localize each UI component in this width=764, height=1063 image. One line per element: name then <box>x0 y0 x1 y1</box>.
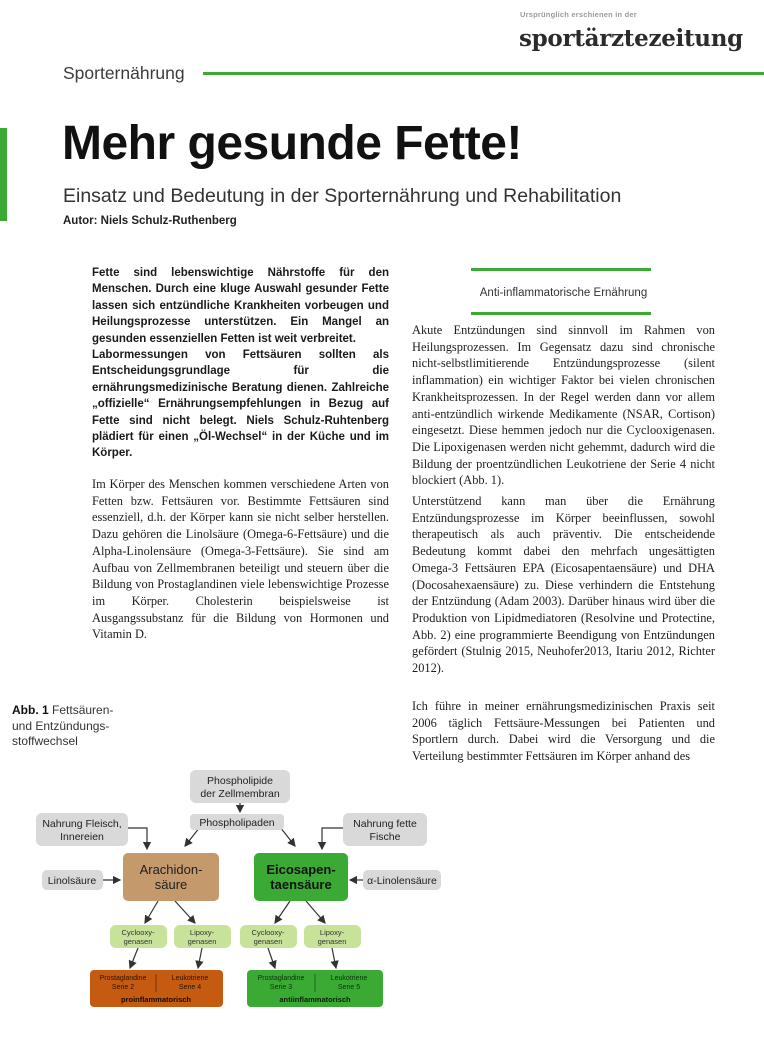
node-label: genasen <box>317 937 347 946</box>
node-label: Fische <box>369 831 401 843</box>
node-label: taensäure <box>270 877 332 892</box>
body-paragraph: Ich führe in meiner ernährungsmedizinischen Praxis seit 2006 täglich Fettsäure-Messungen bei Patienten und Sportlern durch. Dabei wird die Versorgung und die Verteilung bestimmter Fettsäuren im Körper anhand des <box>412 699 715 764</box>
article-title: Mehr gesunde Fette! <box>62 117 522 170</box>
alpha-linolensaeure-node <box>363 870 441 890</box>
linolsaeure-node <box>42 870 103 890</box>
node-label: Phospholipaden <box>199 817 275 829</box>
node-label: genasen <box>253 937 283 946</box>
node-label: Arachidon- <box>139 862 203 877</box>
section-label: Sporternährung <box>63 63 185 83</box>
node-label: Serie 5 <box>337 984 361 991</box>
node-label: Linolsäure <box>47 875 97 887</box>
body-paragraph: Im Körper des Menschen kommen verschiedene Arten von Fetten bzw. Fettsäuren vor. Bestimmte Fettsäuren sind essenziell, d.h. der Körper kann sie nicht selber herstellen. Dazu gehören die Linolsäure (Omega-6-Fettsäure) und die Alpha-Linolensäure (Omega-3-Fettsäure). Sie sind am Aufbau von Zellmembranen beteiligt und steuern über die Bildung von Prostaglandinen viele lebenswichtige Prozesse im Körper. Cholesterin beispielsweise ist Ausgangssubstanz für die Bildung von Hormonen und Vitamin D. <box>92 477 389 642</box>
node-label: genasen <box>123 937 153 946</box>
node-label: Lipoxy- <box>189 928 215 937</box>
node-label: säure <box>154 877 188 892</box>
arachidonsaeure-node <box>123 853 219 901</box>
node-label: α-Linolensäure <box>367 875 437 887</box>
figure-caption-text: Fettsäuren- und Entzündungs-stoffwechsel <box>12 703 114 748</box>
node-label: Nahrung fette <box>353 818 417 830</box>
antiinflammatorisch-node <box>247 970 383 1007</box>
phospholipaden-node <box>190 814 284 830</box>
proinflammatorisch-node <box>90 970 223 1007</box>
figure-caption <box>12 703 122 750</box>
lipoxygenasen-left-node <box>174 925 231 948</box>
lipoxygenasen-right-node <box>304 925 361 948</box>
fatty-acid-diagram <box>0 760 500 1060</box>
figure-caption-label: Abb. 1 <box>12 703 49 717</box>
node-label: Prostaglandine <box>257 975 305 982</box>
box-rule-top <box>471 268 651 271</box>
node-label: Eicosapen- <box>266 862 336 877</box>
node-label: Leukotriene <box>330 975 368 982</box>
node-label: Serie 2 <box>111 984 135 991</box>
node-label: Nahrung Fleisch, <box>42 818 122 830</box>
node-label: Leukotriene <box>171 975 209 982</box>
eicosapentaensaeure-node <box>254 853 348 901</box>
body-paragraph: Akute Entzündungen sind sinnvoll im Rahmen von Heilungsprozessen. Im Gegensatz dazu sind chronische nicht-selbstlimitierende Entzündungsprozesse (silent inflammation) ein wichtiger Faktor bei vielen chronischen Krankheitsprozessen. In der Regel werden dann vor allem anti-entzündlich wirkende Medikamente (NSAR, Cortison) eingesetzt. Diese hemmen jedoch nur die Cyclooxigenasen. Die Lipoxigenasen werden nicht gehemmt, dadurch wird die Bildung der proentzündlichen Leukotriene der Serie 4 nicht blockiert (Abb. 1). <box>412 323 715 488</box>
article-lead <box>92 265 389 462</box>
publication-kicker: Ursprünglich erschienen in der <box>520 10 637 19</box>
box-heading: Anti-inflammatorische Ernährung <box>479 287 648 299</box>
lead-paragraph: Labormessungen von Fettsäuren sollten als Entscheidungsgrundlage für die ernährungsmedizinische Beratung dienen. Zahlreiche „offizielle“ Ernährungsempfehlungen in Bezug auf Fette sind nicht belegt. Niels Schulz-Ruhtenberg plädiert für einen „Öl-Wechsel“ in der Küche und im Körper. <box>92 349 389 460</box>
node-label: Phospholipide <box>207 775 273 787</box>
article-subtitle: Einsatz und Bedeutung in der Sporternährung und Rehabilitation <box>63 185 622 207</box>
nahrung-fisch-node <box>343 813 427 846</box>
lead-paragraph: Fette sind lebenswichtige Nährstoffe für den Menschen. Durch eine kluge Auswahl gesunder Fette lassen sich entzündliche Krankheiten vorbeugen und Heilungsprozesse unterstützen. Ein Mangel an gesunden essenziellen Fetten ist weit verbreitet. <box>92 267 389 345</box>
node-label: Cyclooxy- <box>251 928 285 937</box>
side-accent-bar <box>0 128 7 221</box>
body-paragraph: Unterstützend kann man über die Ernährung Entzündungsprozesse im Körper beeinflussen, sowohl therapeutisch als auch präventiv. Die entscheidende Bedeutung kommt dabei den mehrfach ungesättigten Omega-3 Fettsäuren EPA (Eicosapentaensäure) und DHA (Docosahexaensäure) zu. Diese verhindern die Entstehung der Entzündung (Adam 2003). Darüber hinaus wird über die Produktion von Lipidmediatoren (Resolvine und Protectine, Abb. 2) eine programmierte Beendigung von Entzündungen gefördert (Stulnig 2015, Neuhofer2013, Itariu 2012, Richter 2012). <box>412 494 715 676</box>
node-label: der Zellmembran <box>200 788 280 800</box>
node-label: Prostaglandine <box>99 975 147 982</box>
node-label: proinflammatorisch <box>120 995 192 1004</box>
publication-logo: sportärztezeitung <box>519 25 743 52</box>
node-label: Cyclooxy- <box>121 928 155 937</box>
node-label: antiinflammatorisch <box>279 995 351 1004</box>
box-rule-bottom <box>471 312 651 315</box>
nahrung-fleisch-node <box>36 813 128 846</box>
section-rule <box>203 72 764 75</box>
body-column-right <box>412 322 715 681</box>
article-author: Autor: Niels Schulz-Ruthenberg <box>63 215 237 227</box>
cyclooxygenasen-right-node <box>240 925 297 948</box>
cyclooxygenasen-left-node <box>110 925 167 948</box>
node-label: Serie 3 <box>269 984 293 991</box>
node-label: Innereien <box>60 831 104 843</box>
phospholipide-node <box>190 770 290 803</box>
node-label: genasen <box>187 937 217 946</box>
node-label: Lipoxy- <box>319 928 345 937</box>
node-label: Serie 4 <box>178 984 202 991</box>
